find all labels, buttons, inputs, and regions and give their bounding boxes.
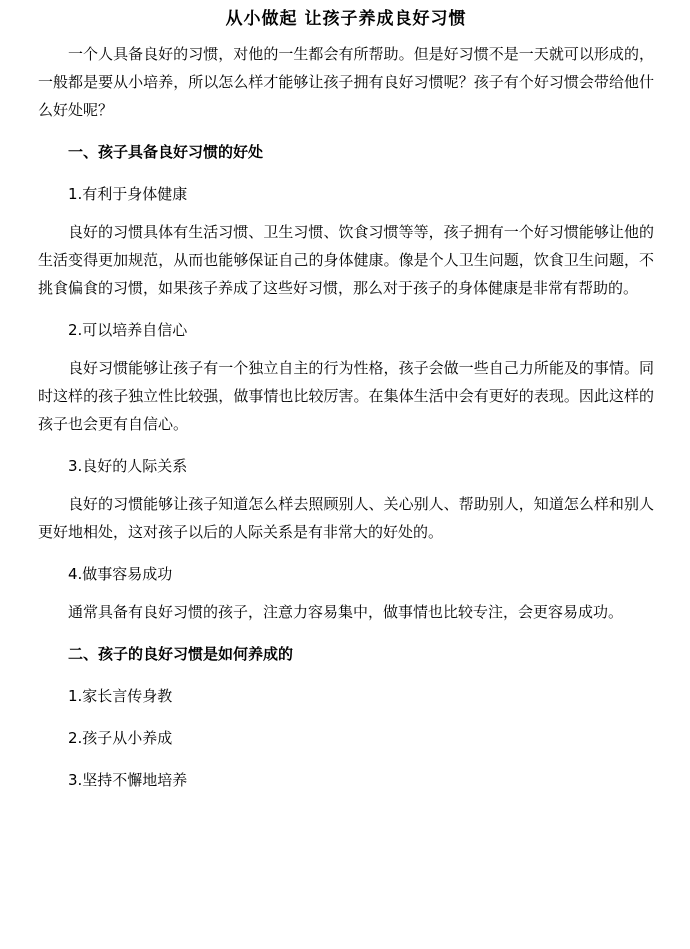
section-heading-how-to: 二、孩子的良好习惯是如何养成的 — [68, 645, 294, 663]
method-item-parent-example: 1.家长言传身教 — [68, 687, 173, 705]
method-item-persistence: 3.坚持不懈地培养 — [68, 771, 188, 789]
benefit-heading-relationships: 3.良好的人际关系 — [68, 457, 188, 475]
benefit-text-health: 良好的习惯具体有生活习惯、卫生习惯、饮食习惯等等，孩子拥有一个好习惯能够让他的生活变得更加规范，从而也能够保证自己的身体健康。像是个人卫生问题，饮食卫生问题，不挑食偏食的习惯，如果孩子养成了这些好习惯，那么对于孩子的身体健康是非常有帮助的。 — [38, 223, 654, 297]
benefit-heading-health: 1.有利于身体健康 — [68, 185, 188, 203]
article-title: 从小做起 让孩子养成良好习惯 — [225, 9, 467, 29]
benefit-heading-confidence: 2.可以培养自信心 — [68, 321, 188, 339]
section-heading-benefits: 一、孩子具备良好习惯的好处 — [68, 143, 264, 161]
benefit-heading-success: 4.做事容易成功 — [68, 565, 173, 583]
intro-paragraph: 一个人具备良好的习惯，对他的一生都会有所帮助。但是好习惯不是一天就可以形成的，一般都是要从小培养，所以怎么样才能够让孩子拥有良好习惯呢？孩子有个好习惯会带给他什么好处呢？ — [38, 45, 654, 119]
benefit-text-confidence: 良好习惯能够让孩子有一个独立自主的行为性格，孩子会做一些自己力所能及的事情。同时这样的孩子独立性比较强，做事情也比较厉害。在集体生活中会有更好的表现。因此这样的孩子也会更有自信心。 — [38, 359, 654, 433]
benefit-text-success: 通常具备有良好习惯的孩子，注意力容易集中，做事情也比较专注，会更容易成功。 — [68, 603, 624, 621]
benefit-text-relationships: 良好的习惯能够让孩子知道怎么样去照顾别人、关心别人、帮助别人，知道怎么样和别人更好地相处，这对孩子以后的人际关系是有非常大的好处的。 — [38, 495, 654, 541]
method-item-early-habit: 2.孩子从小养成 — [68, 729, 173, 747]
